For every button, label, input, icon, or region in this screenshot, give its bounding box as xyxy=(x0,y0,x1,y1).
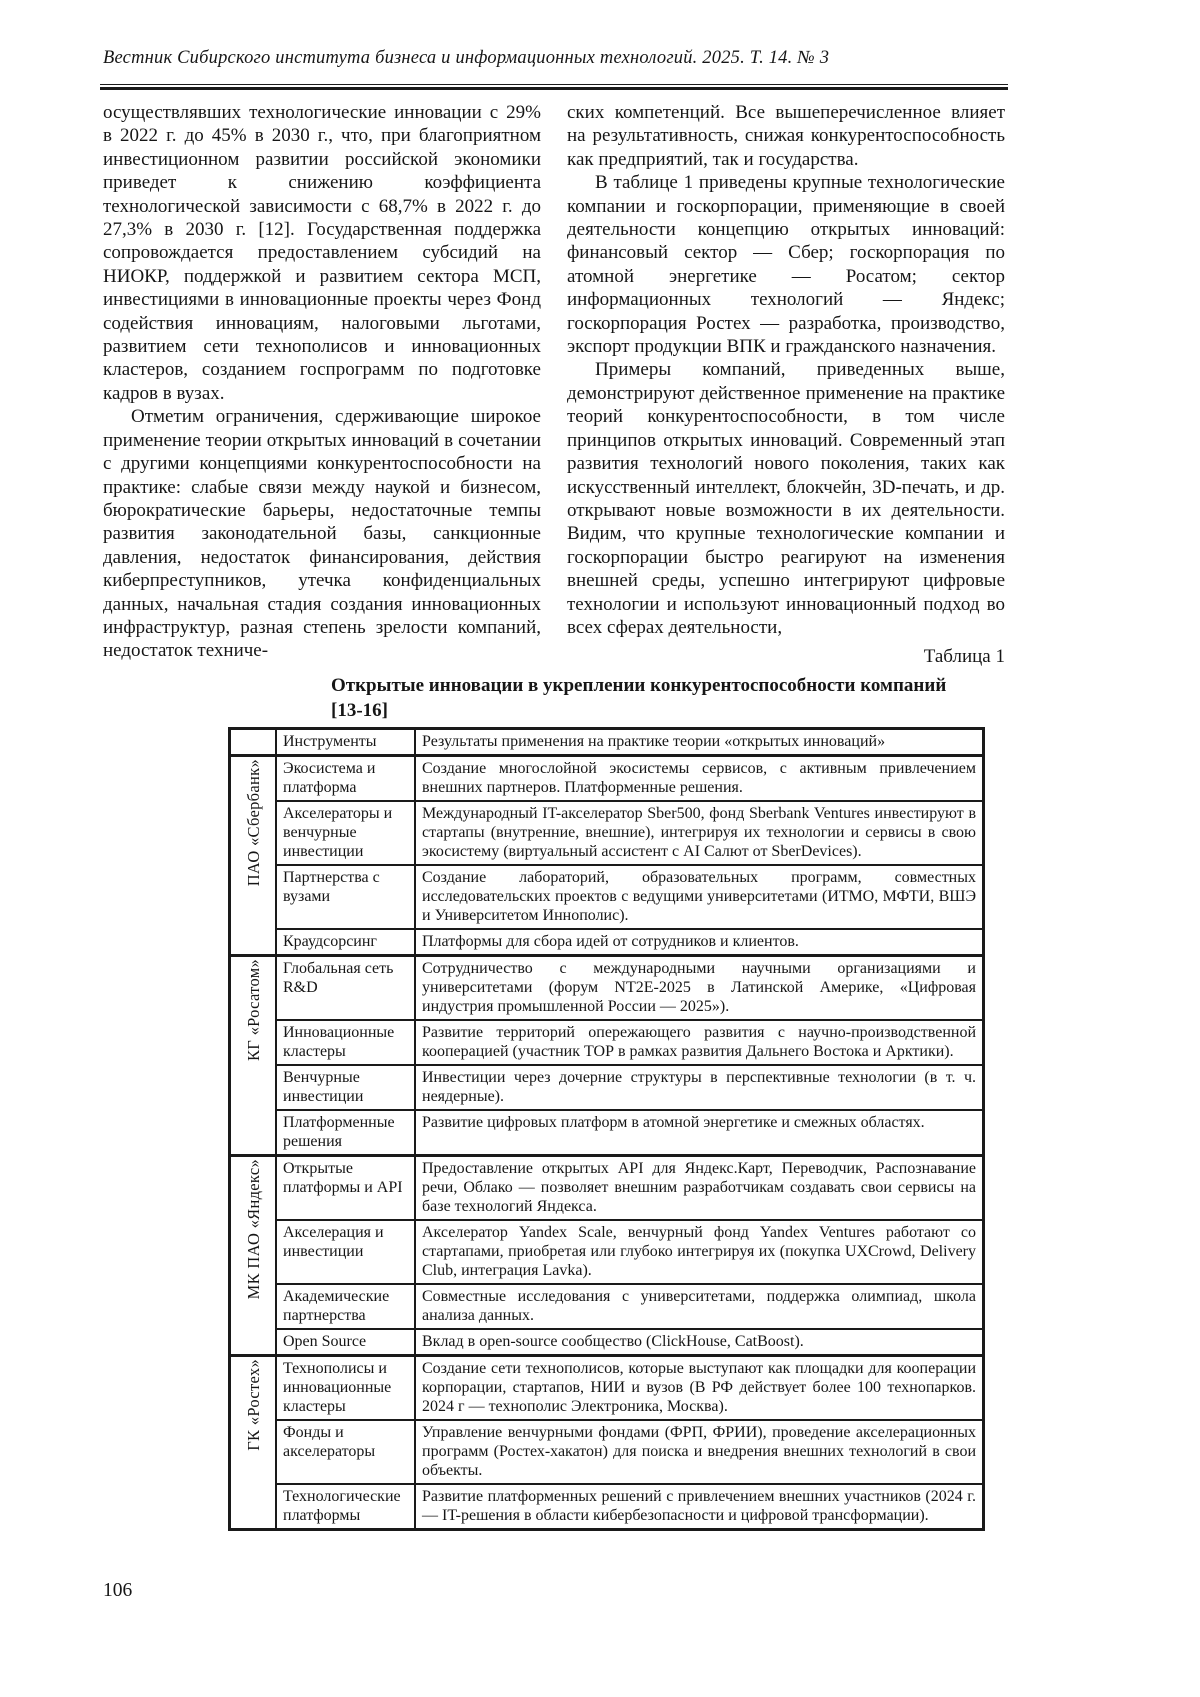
tool-cell: Платформенные решения xyxy=(276,1110,415,1156)
result-cell: Создание лабораторий, образовательных программ, совместных исследовательских проектов с ведущими университетами (ИТМО, МФТИ, ВШЭ и Университетом Иннополис). xyxy=(415,865,984,929)
tool-cell: Технологические платформы xyxy=(276,1484,415,1530)
tool-cell: Венчурные инвестиции xyxy=(276,1065,415,1110)
tool-cell: Фонды и акселераторы xyxy=(276,1420,415,1484)
tool-cell: Экосистема и платформа xyxy=(276,756,415,802)
journal-running-head: Вестник Сибирского института бизнеса и информационных технологий. 2025. Т. 14. № 3 xyxy=(103,48,830,68)
result-cell: Международный IT-акселератор Sber500, фонд Sberbank Ventures инвестируют в стартапы (внутренние, внешние), интегрируя их технологии и сервисы в свою экосистему (виртуальный ассистент с AI Салют от SberDevices). xyxy=(415,801,984,865)
result-cell: Вклад в open-source сообщество (ClickHouse, CatBoost). xyxy=(415,1329,984,1356)
group-label-cell xyxy=(230,956,277,1156)
group-label-cell xyxy=(230,1356,277,1530)
table-row xyxy=(230,929,984,956)
table-row xyxy=(230,1284,984,1329)
table-row xyxy=(230,1220,984,1284)
group-label-rosatom: КГ «Росатом» xyxy=(243,959,263,1061)
right-column xyxy=(567,101,1005,663)
tool-cell: Технополисы и инновационные кластеры xyxy=(276,1356,415,1421)
tool-cell: Акселерация и инвестиции xyxy=(276,1220,415,1284)
group-label-sberbank: ПАО «Сбербанк» xyxy=(243,759,263,887)
result-cell: Совместные исследования с университетами, поддержка олимпиад, школа анализа данных. xyxy=(415,1284,984,1329)
table-row xyxy=(230,1420,984,1484)
table-row xyxy=(230,1020,984,1065)
tool-cell: Открытые платформы и API xyxy=(276,1156,415,1221)
result-cell: Создание сети технополисов, которые выступают как площадки для кооперации корпорации, стартапов, НИИ и вузов (В РФ действует более 100 технопарков. 2024 г — технополис Электроника, Москва). xyxy=(415,1356,984,1421)
result-cell: Развитие цифровых платформ в атомной энергетике и смежных областях. xyxy=(415,1110,984,1156)
table-header-row xyxy=(230,729,984,756)
table-row xyxy=(230,801,984,865)
tool-cell: Акселераторы и венчурные инвестиции xyxy=(276,801,415,865)
body-paragraph: ских компетенций. Все вышеперечисленное влияет на результативность, снижая конкурентоспособность как предприятий, так и государства. xyxy=(567,102,1005,170)
table-row xyxy=(230,1110,984,1156)
result-cell: Управление венчурными фондами (ФРП, ФРИИ), проведение акселерационных программ (Ростех-хакатон) для поиска и внедрения внешних технологий в свои объекты. xyxy=(415,1420,984,1484)
header-cell-tool: Инструменты xyxy=(276,729,415,756)
table-row xyxy=(230,1484,984,1530)
table-row xyxy=(230,1065,984,1110)
group-label-rostec: ГК «Ростех» xyxy=(243,1359,263,1451)
result-cell: Платформы для сбора идей от сотрудников и клиентов. xyxy=(415,929,984,956)
page-number: 106 xyxy=(103,1580,133,1601)
header-cell-group xyxy=(230,729,277,756)
table-caption-line2: [13-16] xyxy=(331,699,388,721)
table-row xyxy=(230,865,984,929)
body-paragraph: Примеры компаний, приведенных выше, демонстрируют действенное применение на практике теорий конкурентоспособности, в том числе принципов открытых инноваций. Современный этап развития технологий нового поколения, таких как искусственный интеллект, блокчейн, 3D-печать, и др. открывают новые возможности в их деятельности. Видим, что крупные технологические компании и госкорпорации быстро реагируют на изменения внешней среды, успешно интегрируют цифровые технологии и используют инновационный подход во всех сферах деятельности, xyxy=(567,359,1005,638)
body-paragraph: Отметим ограничения, сдерживающие широкое применение теории открытых инноваций в сочетании с другими концепциями конкурентоспособности на практике: слабые связи между наукой и бизнесом, бюрократические барьеры, недостаточные темпы развития законодательной базы, санкционные давления, недостаток финансирования, действия киберпреступников, утечка конфиденциальных данных, начальная стадия создания инновационных инфраструктур, разная степень зрелости компаний, недостаток техниче- xyxy=(103,406,541,662)
table-number-label: Таблица 1 xyxy=(923,646,1005,667)
result-cell: Развитие платформенных решений с привлечением внешних участников (2024 г. — IT-решения в области кибербезопасности и цифровой трансформации). xyxy=(415,1484,984,1530)
tool-cell: Академические партнерства xyxy=(276,1284,415,1329)
body-text-columns xyxy=(103,101,1005,663)
table-row xyxy=(230,956,984,1021)
body-paragraph: осуществлявших технологические инновации с 29% в 2022 г. до 45% в 2030 г., что, при благоприятном инвестиционном развитии российской экономики приведет к снижению коэффициента технологической зависимости с 68,7% в 2022 г. до 27,3% в 2030 г. [12]. Государственная поддержка сопровождается предоставлением субсидий на НИОКР, поддержкой и развитием сектора МСП, инвестициями в инновационные проекты через Фонд содействия инновациям, налоговыми льготами, развитием сети технополисов и инновационных кластеров, созданием госпрограмм по подготовке кадров в вузах. xyxy=(103,102,541,404)
result-cell: Развитие территорий опережающего развития с научно-производственной кооперацией (участник ТОР в рамках развития Дальнего Востока и Арктики). xyxy=(415,1020,984,1065)
result-cell: Сотрудничество с международными научными организациями и университетами (форум NT2E-2025 в Латинской Америке, «Цифровая индустрия промышленной России — 2025»). xyxy=(415,956,984,1021)
tool-cell: Глобальная сеть R&D xyxy=(276,956,415,1021)
result-cell: Предоставление открытых API для Яндекс.Карт, Переводчик, Распознавание речи, Облако — позволяет внешним разработчикам создавать свои сервисы на базе технологий Яндекса. xyxy=(415,1156,984,1221)
group-label-yandex: МК ПАО «Яндекс» xyxy=(243,1159,263,1300)
body-paragraph: В таблице 1 приведены крупные технологические компании и госкорпорации, применяющие в своей деятельности концепцию открытых инноваций: финансовый сектор — Сбер; госкорпорация по атомной энергетике — Росатом; сектор информационных технологий — Яндекс; госкорпорация Ростех — разработка, производство, экспорт продукции ВПК и гражданского назначения. xyxy=(567,172,1005,358)
left-column xyxy=(103,101,541,663)
tool-cell: Инновационные кластеры xyxy=(276,1020,415,1065)
tool-cell: Open Source xyxy=(276,1329,415,1356)
header-cell-result: Результаты применения на практике теории «открытых инноваций» xyxy=(415,729,984,756)
table-caption xyxy=(331,674,991,723)
table-caption-line1: Открытые инновации в укреплении конкурентоспособности компаний xyxy=(331,675,947,696)
open-innovation-table xyxy=(228,727,985,1531)
group-label-cell xyxy=(230,756,277,956)
result-cell: Создание многослойной экосистемы сервисов, с активным привлечением внешних партнеров. Платформенные решения. xyxy=(415,756,984,802)
table-row xyxy=(230,1156,984,1221)
tool-cell: Партнерства с вузами xyxy=(276,865,415,929)
table-row xyxy=(230,756,984,802)
table-row xyxy=(230,1356,984,1421)
tool-cell: Краудсорсинг xyxy=(276,929,415,956)
result-cell: Инвестиции через дочерние структуры в перспективные технологии (в т. ч. неядерные). xyxy=(415,1065,984,1110)
table-row xyxy=(230,1329,984,1356)
result-cell: Акселератор Yandex Scale, венчурный фонд Yandex Ventures работают со стартапами, приобретая или глубоко интегрируя их (покупка UXCrowd, Delivery Club, интеграция Lavka). xyxy=(415,1220,984,1284)
group-label-cell xyxy=(230,1156,277,1356)
header-rule xyxy=(100,84,1008,90)
